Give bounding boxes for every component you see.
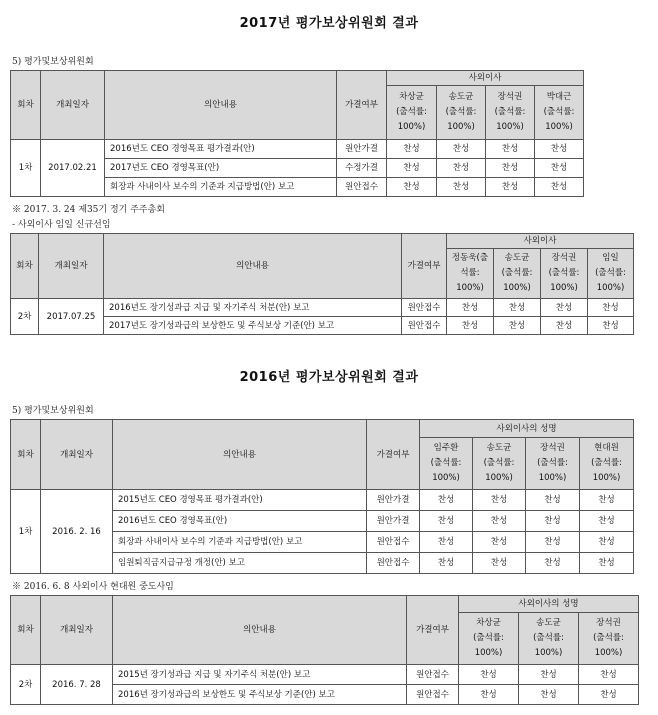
vote-cell: 찬성: [580, 511, 634, 532]
result-cell: 원안접수: [407, 685, 459, 705]
result-cell: 원안접수: [407, 665, 459, 685]
vote-cell: 찬성: [541, 317, 588, 335]
note-2016-director-resignation: ※ 2016. 6. 8 사외이사 현대원 중도사임: [12, 582, 174, 592]
table-row: [11, 140, 584, 159]
table-2016-round1: [10, 419, 634, 574]
vote-cell: 찬성: [579, 665, 639, 685]
header-agenda: 의안내용: [105, 71, 337, 140]
member-cell: 송도균 (출석률: 100%): [519, 613, 579, 665]
header-outside-directors: 사외이사의 성명: [420, 420, 634, 438]
member-cell: 송도균 (출석률: 100%): [473, 438, 526, 490]
date-cell: 2017.02.21: [41, 140, 105, 197]
agenda-cell: 회장과 사내이사 보수의 기준과 지급방법(안) 보고: [113, 532, 367, 553]
member-cell: 임주환 (출석률: 100%): [420, 438, 473, 490]
vote-cell: 찬성: [588, 317, 634, 335]
vote-cell: 찬성: [519, 685, 579, 705]
vote-cell: 찬성: [486, 159, 535, 178]
table-2017-round2: [10, 233, 634, 335]
result-cell: 원안접수: [367, 532, 420, 553]
agenda-cell: 2015년도 CEO 경영목표 평가결과(안): [113, 490, 367, 511]
result-cell: 원안접수: [402, 317, 447, 335]
vote-cell: 찬성: [494, 299, 541, 317]
agenda-cell: 2017년도 CEO 경영목표(안): [105, 159, 337, 178]
header-date: 개최일자: [41, 71, 105, 140]
vote-cell: 찬성: [420, 511, 473, 532]
header-agenda: 의안내용: [113, 420, 367, 490]
member-cell: 장석권 (출석률: 100%): [526, 438, 580, 490]
vote-cell: 찬성: [588, 299, 634, 317]
vote-cell: 찬성: [486, 140, 535, 159]
date-cell: 2016. 7. 28: [41, 665, 113, 705]
header-result: 가결여부: [367, 420, 420, 490]
member-cell: 송도균 (출석률: 100%): [494, 249, 541, 299]
vote-cell: 찬성: [473, 532, 526, 553]
vote-cell: 찬성: [535, 140, 584, 159]
vote-cell: 찬성: [447, 299, 494, 317]
table-row: [11, 490, 634, 511]
subtitle-2016-committee: 5) 평가및보상위원회: [12, 406, 94, 416]
result-cell: 원안접수: [337, 178, 387, 197]
vote-cell: 찬성: [535, 159, 584, 178]
result-cell: 원안접수: [402, 299, 447, 317]
vote-cell: 찬성: [535, 178, 584, 197]
vote-cell: 찬성: [387, 178, 437, 197]
header-round: 회차: [11, 71, 41, 140]
note-2017-shareholders-meeting: ※ 2017. 3. 24 제35기 정기 주주총회: [12, 205, 165, 215]
result-cell: 원안가결: [367, 490, 420, 511]
vote-cell: 찬성: [580, 553, 634, 574]
result-cell: 수정가결: [337, 159, 387, 178]
vote-cell: 찬성: [541, 299, 588, 317]
header-result: 가결여부: [407, 596, 459, 665]
title-2016: 2016년 평가보상위원회 결과: [239, 370, 419, 385]
vote-cell: 찬성: [420, 490, 473, 511]
header-date: 개최일자: [39, 234, 104, 299]
date-cell: 2016. 2. 16: [41, 490, 113, 574]
round-cell: 2차: [11, 299, 39, 335]
header-outside-directors: 사외이사의 성명: [459, 596, 639, 613]
vote-cell: 찬성: [473, 511, 526, 532]
vote-cell: 찬성: [459, 685, 519, 705]
vote-cell: 찬성: [447, 317, 494, 335]
agenda-cell: 2016년도 장기성과급 지급 및 자기주식 처분(안) 보고: [104, 299, 402, 317]
header-date: 개최일자: [41, 420, 113, 490]
vote-cell: 찬성: [580, 490, 634, 511]
result-cell: 원안접수: [367, 553, 420, 574]
member-cell: 장석권 (출석률: 100%): [486, 86, 535, 140]
member-cell: 차상균 (출석률: 100%): [387, 86, 437, 140]
member-cell: 송도균 (출석률: 100%): [437, 86, 486, 140]
subtitle-2017-committee: 5) 평가및보상위원회: [12, 57, 94, 67]
agenda-cell: 2015년 장기성과급 지급 및 자기주식 처분(안) 보고: [113, 665, 407, 685]
header-date: 개최일자: [41, 596, 113, 665]
vote-cell: 찬성: [473, 490, 526, 511]
table-row: [11, 299, 634, 317]
header-outside-directors: 사외이사: [447, 234, 634, 249]
vote-cell: 찬성: [526, 532, 580, 553]
vote-cell: 찬성: [387, 140, 437, 159]
vote-cell: 찬성: [387, 159, 437, 178]
member-cell: 정동욱(출 석률: 100%): [447, 249, 494, 299]
vote-cell: 찬성: [437, 140, 486, 159]
vote-cell: 찬성: [494, 317, 541, 335]
table-row: [11, 665, 639, 685]
vote-cell: 찬성: [437, 159, 486, 178]
agenda-cell: 2016년도 CEO 경영목표(안): [113, 511, 367, 532]
header-agenda: 의안내용: [104, 234, 402, 299]
result-cell: 원안가결: [367, 511, 420, 532]
header-outside-directors: 사외이사: [387, 71, 584, 86]
table-row: [11, 317, 634, 335]
round-cell: 2차: [11, 665, 41, 705]
vote-cell: 찬성: [486, 178, 535, 197]
agenda-cell: 회장과 사내이사 보수의 기준과 지급방법(안) 보고: [105, 178, 337, 197]
vote-cell: 찬성: [526, 490, 580, 511]
member-cell: 임일 (출석률: 100%): [588, 249, 634, 299]
vote-cell: 찬성: [526, 511, 580, 532]
header-round: 회차: [11, 596, 41, 665]
member-cell: 현대원 (출석률: 100%): [580, 438, 634, 490]
vote-cell: 찬성: [437, 178, 486, 197]
member-cell: 장석권 (출석률: 100%): [541, 249, 588, 299]
table-2017-round1: [10, 70, 584, 197]
header-agenda: 의안내용: [113, 596, 407, 665]
result-cell: 원안가결: [337, 140, 387, 159]
round-cell: 1차: [11, 140, 41, 197]
header-result: 가결여부: [337, 71, 387, 140]
table-2016-round2: [10, 595, 639, 705]
member-cell: 차상균 (출석률: 100%): [459, 613, 519, 665]
member-cell: 박대근 (출석률: 100%): [535, 86, 584, 140]
vote-cell: 찬성: [519, 665, 579, 685]
agenda-cell: 2016년도 CEO 경영목표 평가결과(안): [105, 140, 337, 159]
vote-cell: 찬성: [420, 553, 473, 574]
agenda-cell: 2017년도 장기성과급의 보상한도 및 주식보상 기준(안) 보고: [104, 317, 402, 335]
vote-cell: 찬성: [526, 553, 580, 574]
date-cell: 2017.07.25: [39, 299, 104, 335]
vote-cell: 찬성: [579, 685, 639, 705]
header-round: 회차: [11, 420, 41, 490]
round-cell: 1차: [11, 490, 41, 574]
header-result: 가결여부: [402, 234, 447, 299]
vote-cell: 찬성: [420, 532, 473, 553]
note-2017-new-director: - 사외이사 임일 신규선임: [12, 220, 111, 230]
member-cell: 장석권 (출석률: 100%): [579, 613, 639, 665]
agenda-cell: 2016년 장기성과급의 보상한도 및 주식보상 기준(안) 보고: [113, 685, 407, 705]
vote-cell: 찬성: [580, 532, 634, 553]
agenda-cell: 임원퇴직금지급규정 개정(안) 보고: [113, 553, 367, 574]
title-2017: 2017년 평가보상위원회 결과: [239, 16, 419, 31]
header-round: 회차: [11, 234, 39, 299]
vote-cell: 찬성: [459, 665, 519, 685]
vote-cell: 찬성: [473, 553, 526, 574]
